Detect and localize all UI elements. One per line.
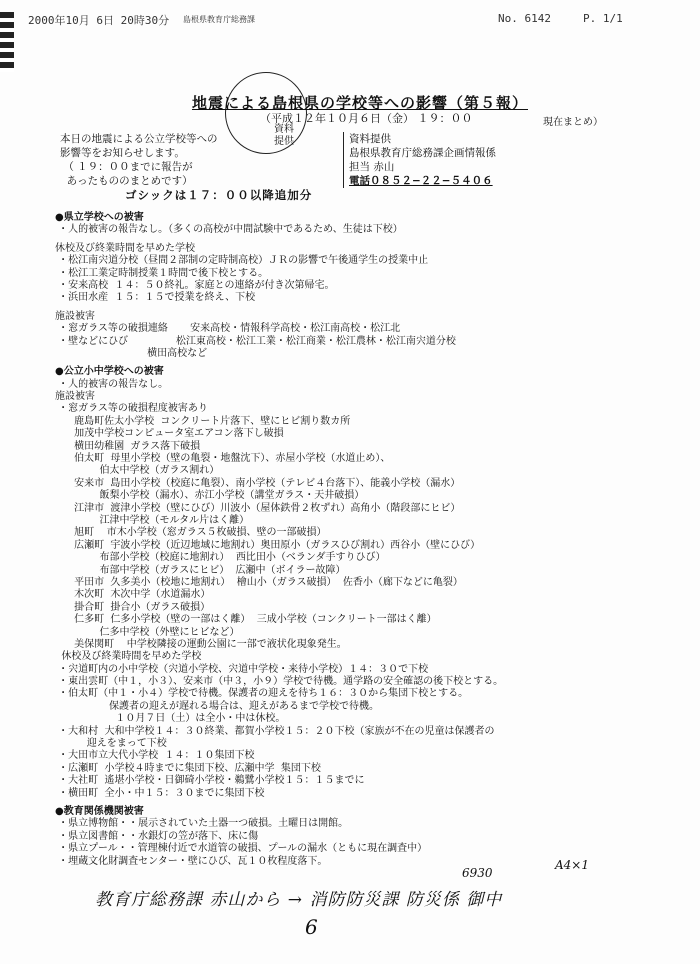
report-line: 安来市 島田小学校（校庭に亀裂）、南小学校（テレビ４台落下）、能義小学校（漏水） xyxy=(55,477,461,489)
report-line: 布部小学校（校庭に地割れ） 西比田小（ベランダ手すりひび） xyxy=(55,552,386,564)
report-line: 横田高校など xyxy=(55,347,208,359)
report-line: 旭町 市木小学校（窓ガラス５枚破損、壁の一部破損） xyxy=(55,527,327,539)
report-line: 伯太中学校（ガラス割れ） xyxy=(55,465,220,477)
report-line: ・安来高校 １４：５０終礼。家庭との連絡が付き次第帰宅。 xyxy=(55,279,335,291)
contact-org: 島根県教育庁総務課企画情報係 xyxy=(349,147,496,159)
report-line: ・大田市立大代小学校 １４：１０集団下校 xyxy=(55,750,255,762)
fax-number: No. 6142 xyxy=(498,12,551,25)
report-line: 施設被害 xyxy=(55,391,95,403)
report-line: 休校及び終業時間を早めた学校 xyxy=(55,242,195,254)
report-line: ・広瀬町 小学校４時までに集団下校、広瀬中学 集団下校 xyxy=(55,762,321,774)
report-line: 迎えをまって下校 xyxy=(55,738,167,750)
report-line: 平田市 久多美小（校地に地割れ） 檜山小（ガラス破損） 佐香小（廊下などに亀裂） xyxy=(55,576,463,588)
report-line: ・東出雲町（中１，小３）、安来市（中３，小９）学校で待機。通学路の安全確認の後下校とする。 xyxy=(55,676,504,688)
report-line: １０月７日（土）は全小・中は休校。 xyxy=(55,713,286,725)
report-line: ・松江工業定時制授業１時間で後下校とする。 xyxy=(55,267,269,279)
report-line: 加茂中学校コンピュータ室エアコン落下し破損 xyxy=(55,428,284,440)
contact-heading: 資料提供 xyxy=(349,133,391,145)
gothic-note: ゴシックは１７：００以降追加分 xyxy=(125,188,313,202)
report-line: ・人的被害の報告なし。（多くの高校が中間試験中であるため、生徒は下校） xyxy=(55,224,403,236)
contact-person: 担当 赤山 xyxy=(349,161,395,173)
report-line: 掛合町 掛合小（ガラス破損） xyxy=(55,601,211,613)
report-line: ・大和村 大和中学校１４：３０終業、都賀小学校１５：２０下校（家族が不在の児童は保護者の xyxy=(55,725,495,737)
handwritten-routing-note: 教育庁総務課 赤山から → 消防防災課 防災係 御中 xyxy=(95,890,503,910)
fax-sender: 島根県教育庁総務課 xyxy=(183,15,255,24)
report-line: 江津中学校（モルタル片はく離） xyxy=(55,514,250,526)
report-line: ・松江南宍道分校（昼間２部制の定時制高校）ＪＲの影響で午後通学生の授業中止 xyxy=(55,255,429,267)
report-line: 休校及び終業時間を早めた学校 xyxy=(55,651,202,663)
document-date: （平成１２年１０月６日（金） １９：００ xyxy=(260,112,473,125)
section-heading: ●教育関係機関被害 xyxy=(55,805,144,817)
report-line: ・大社町 遙堪小学校・日御碕小学校・鵜鷺小学校１５：１５までに xyxy=(55,775,365,787)
report-line: ・伯太町（中１・小４）学校で待機。保護者の迎えを待ち１６：３０から集団下校とする。 xyxy=(55,688,469,700)
contact-box xyxy=(343,132,611,188)
report-line: ・窓ガラス等の破損程度被害あり xyxy=(55,403,208,415)
report-line: 広瀬町 宇波小学校（近辺地域に地割れ）奥田原小（ガラスひび割れ）西谷小（壁にひび） xyxy=(55,539,481,551)
report-body xyxy=(55,212,675,868)
handwritten-stamp: 資料 提供 xyxy=(274,124,294,147)
report-line: 横田幼稚園 ガラス落下破損 xyxy=(55,440,201,452)
report-line: ・壁などにひび 松江東高校・松江工業・松江商業・松江農林・松江南宍道分校 xyxy=(55,335,456,347)
report-line: 鹿島町佐太小学校 コンクリート片落下、壁にヒビ割り数カ所 xyxy=(55,415,351,427)
report-line: 仁多町 仁多小学校（壁の一部はく離） 三成小学校（コンクリート一部はく離） xyxy=(55,614,437,626)
report-line: 布部中学校（ガラスにヒビ） 広瀬中（ボイラー故障） xyxy=(55,564,346,576)
section-heading: ●公立小中学校への被害 xyxy=(55,366,164,378)
report-line: 伯太町 母里小学校（壁の亀裂・地盤沈下）、赤屋小学校（水道止め）、 xyxy=(55,453,391,465)
section-heading: ●県立学校への被害 xyxy=(55,212,144,223)
fax-page-count: P. 1/1 xyxy=(583,12,623,25)
report-line: ・人的被害の報告なし。 xyxy=(55,378,169,390)
handwritten-paper-note: A4×1 xyxy=(555,858,589,872)
report-line: 施設被害 xyxy=(55,310,95,322)
report-line: ・横田町 全小・中１５：３０までに集団下校 xyxy=(55,787,265,799)
report-line: 仁多中学校（外壁にヒビなど） xyxy=(55,626,240,638)
fax-edge-marks xyxy=(0,12,14,72)
report-line: 美保関町 中学校隣接の運動公園に一部で液状化現象発生。 xyxy=(55,638,347,650)
handwritten-digit: 6 xyxy=(305,915,318,939)
fax-datetime: 2000年10月 6日 20時30分 xyxy=(28,14,170,27)
contact-phone: 電話０８５２−２２−５４０６ xyxy=(349,175,493,187)
report-line: ・県立図書館・・水銀灯の笠が落下、床に傷 xyxy=(55,830,259,842)
report-line: ・埋蔵文化財調査センター・壁にひび、瓦１０枚程度落下。 xyxy=(55,855,328,867)
report-line: ・県立プール・・管理棟付近で水道管の破損、プールの漏水（ともに現在調査中） xyxy=(55,843,428,855)
report-line: ・浜田水産 １５：１５で授業を終え、下校 xyxy=(55,292,256,304)
report-line: 江津市 渡津小学校（壁にひび）川波小（屋体鉄骨２枚ずれ）高角小（階段部にヒビ） xyxy=(55,502,461,514)
report-line: 保護者の迎えが遅れる場合は、迎えがあるまで学校で待機。 xyxy=(55,700,380,712)
document-status: 現在まとめ） xyxy=(543,117,603,128)
intro-text: 本日の地震による公立学校等への 影響等をお知らせします。 （ １９：００までに報告が あったもののまとめです） xyxy=(60,133,218,187)
report-line: 飯梨小学校（漏水）、赤江小学校（講堂ガラス・天井破損） xyxy=(55,490,365,502)
handwritten-number-note: 6930 xyxy=(462,866,493,880)
fax-header xyxy=(28,12,650,34)
report-line: ・県立博物館・・展示されていた土器一つ破損。土曜日は開館。 xyxy=(55,818,349,830)
report-line: ・窓ガラス等の破損連絡 安来高校・情報科学高校・松江南高校・松江北 xyxy=(55,323,401,335)
report-line: ・宍道町内の小中学校（宍道小学校、宍道中学校・来待小学校）１４：３０で下校 xyxy=(55,663,429,675)
report-line: 木次町 木次中学（水道漏水） xyxy=(55,589,211,601)
document-title: 地震による島根県の学校等への影響（第５報） xyxy=(191,94,528,112)
